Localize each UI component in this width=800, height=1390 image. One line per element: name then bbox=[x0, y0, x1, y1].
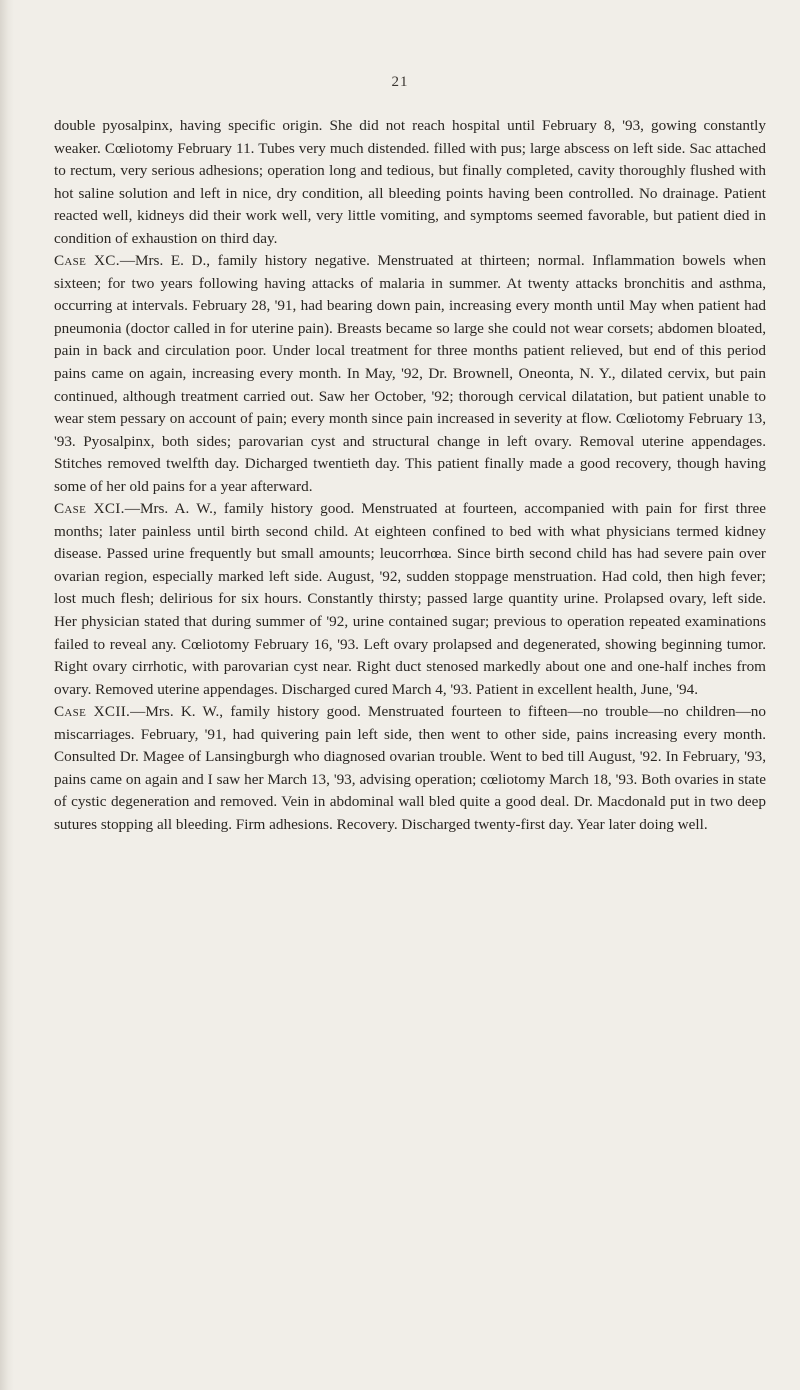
paragraph-text: double pyosalpinx, having specific origin. She did not reach hospital until February 8, '93, gowing constantly weaker. Cœliotomy February 11. Tubes very much distended. filled with pus; large abscess on left side. Sac attached to rectum, very serious adhesions; operation long and tedious, but finally completed, cavity thoroughly flushed with hot saline solution and left in nice, dry condition, all bleeding points having been controlled. No drainage. Patient reacted well, kidneys did their work well, very little vomiting, and symptoms seemed favorable, but patient died in condition of exhaustion on third day. bbox=[54, 117, 766, 247]
paragraph-text: —Mrs. A. W., family history good. Menstruated at fourteen, accompanied with pain for first three months; later painless until birth second child. At eighteen confined to bed with what physicians termed kidney disease. Passed urine frequently but small amounts; leucorrhœa. Since birth second child has had severe pain over ovarian region, especially marked left side. August, '92, sudden stoppage menstruation. Had cold, then high fever; lost much flesh; delirious for six hours. Constantly thirsty; passed large quantity urine. Prolapsed ovary, left side. Her physician stated that during summer of '92, urine contained sugar; previous to operation repeated examinations failed to reveal any. Cœliotomy February 16, '93. Left ovary prolapsed and degenerated, showing beginning tumor. Right ovary cirrhotic, with parovarian cyst near. Right duct stenosed markedly about one and one-half inches from ovary. Removed uterine appendages. Discharged cured March 4, '93. Patient in excellent health, June, '94. bbox=[54, 500, 766, 698]
case-label: Case XCII. bbox=[54, 703, 131, 721]
case-xcii-paragraph bbox=[54, 701, 766, 836]
paragraph-text: —Mrs. K. W., family history good. Menstruated fourteen to fifteen—no trouble—no children—no miscarriages. February, '91, had quivering pain left side, then went to other side, pains increasing every month. Consulted Dr. Magee of Lansingburgh who diagnosed ovarian trouble. Went to bed till August, '92. In February, '93, pains came on again and I saw her March 13, '93, advising operation; cœliotomy March 18, '93. Both ovaries in state of cystic degeneration and removed. Vein in abdominal wall bled quite a good deal. Dr. Macdonald put in two deep sutures stopping all bleeding. Firm adhesions. Recovery. Discharged twenty-first day. Year later doing well. bbox=[54, 703, 766, 833]
body-text bbox=[54, 115, 766, 837]
case-xc-paragraph bbox=[54, 250, 766, 498]
case-label: Case XC. bbox=[54, 252, 120, 270]
paragraph-continuation bbox=[54, 115, 766, 250]
page-number: 21 bbox=[391, 74, 409, 90]
page-binding-edge bbox=[0, 0, 14, 1390]
case-xci-paragraph bbox=[54, 498, 766, 701]
paragraph-text: —Mrs. E. D., family history negative. Menstruated at thirteen; normal. Inflammation bowels when sixteen; for two years following having attacks of malaria in summer. At twenty attacks bronchitis and asthma, occurring at intervals. February 28, '91, had bearing down pain, increasing every month until May when patient had pneumonia (doctor called in for uterine pain). Breasts became so large she could not wear corsets; abdomen bloated, pain in back and circulation poor. Under local treatment for three months patient relieved, but end of this period pains came on again, increasing every month. In May, '92, Dr. Brownell, Oneonta, N. Y., dilated cervix, but pain continued, although treatment carried out. Saw her October, '92; thorough cervical dilatation, but patient unable to wear stem pessary on account of pain; every month since pain increased in severity at flow. Cœliotomy February 13, '93. Pyosalpinx, both sides; parovarian cyst and structural change in left ovary. Removal uterine appendages. Stitches removed twelfth day. Dicharged twentieth day. This patient finally made a good recovery, though having some of her old pains for a year afterward. bbox=[54, 252, 766, 495]
case-label: Case XCI. bbox=[54, 500, 125, 518]
